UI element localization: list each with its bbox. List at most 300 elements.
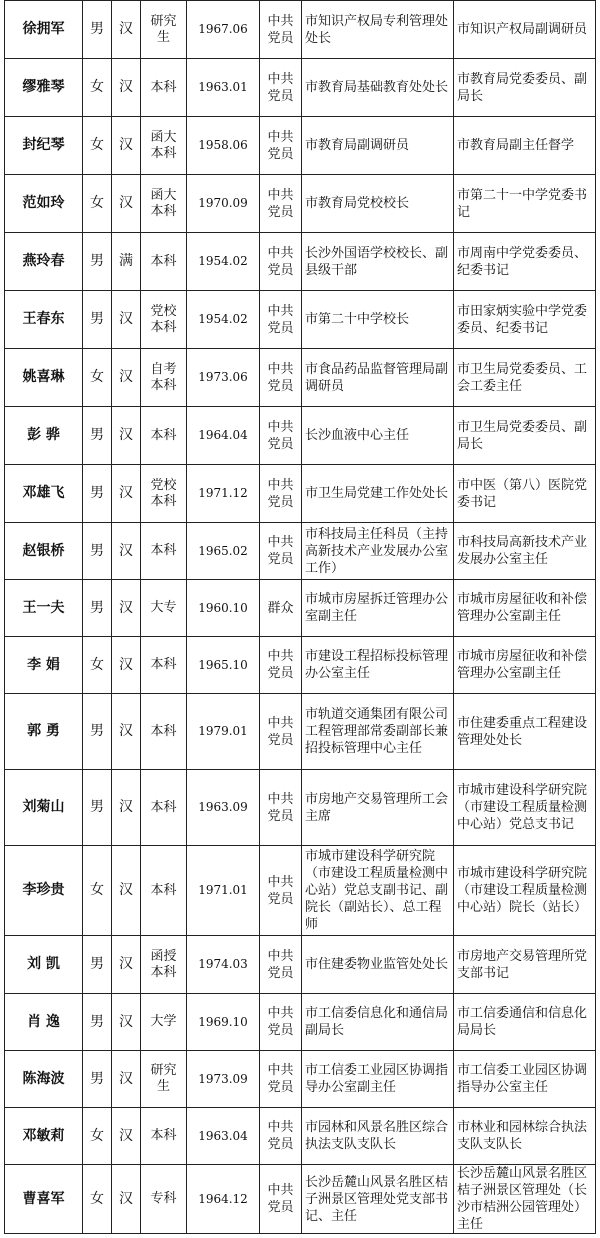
table-row <box>5 291 596 349</box>
party-affiliation-cell <box>260 580 302 637</box>
ethnicity-cell <box>112 523 141 580</box>
proposed-position-cell-text: 市工信委通信和信息化局局长 <box>457 1006 588 1038</box>
education-cell-text: 大学 <box>150 1014 177 1029</box>
person-name-text: 徐拥军 <box>22 21 65 37</box>
ethnicity-cell <box>112 770 141 846</box>
education-cell-text: 本科 <box>150 799 177 815</box>
education-cell-text: 本科 <box>150 543 177 558</box>
party-affiliation-cell-text: 中共 党员 <box>267 419 294 452</box>
education-cell <box>141 291 187 349</box>
sex-cell <box>83 1 112 59</box>
table-row <box>5 994 596 1051</box>
person-name-text: 陈海波 <box>22 1070 65 1087</box>
proposed-position-cell-text: 长沙岳麓山风景名胜区桔子洲景区管理处（长沙市桔洲公园管理处）主任 <box>457 1166 588 1232</box>
person-name <box>5 936 83 994</box>
sex-cell-text: 男 <box>90 1070 104 1087</box>
birth-date-cell-text: 1963.01 <box>198 80 248 94</box>
table-row <box>5 1 596 59</box>
person-name <box>5 291 83 349</box>
person-name <box>5 233 83 291</box>
current-position-cell <box>302 59 454 117</box>
proposed-position-cell-text: 市城市建设科学研究院（市建设工程质量检测中心站）党总支书记 <box>457 783 588 832</box>
birth-date-cell-text: 1964.12 <box>198 1191 248 1206</box>
proposed-position-cell <box>454 117 596 175</box>
education-cell-text: 专科 <box>150 1191 177 1206</box>
person-name <box>5 580 83 637</box>
sex-cell-text: 女 <box>90 195 104 211</box>
party-affiliation-cell-text: 群众 <box>267 600 294 616</box>
ethnicity-cell <box>112 117 141 175</box>
sex-cell <box>83 291 112 349</box>
sex-cell-text: 男 <box>90 485 104 501</box>
ethnicity-cell-text: 汉 <box>119 195 133 211</box>
education-cell-text: 本科 <box>150 253 177 269</box>
current-position-cell <box>302 117 454 175</box>
education-cell-text: 本科 <box>150 723 177 739</box>
person-name-text: 缪雅琴 <box>22 79 65 95</box>
proposed-position-cell-text: 市城市房屋征收和补偿管理办公室副主任 <box>457 592 588 624</box>
ethnicity-cell-text: 汉 <box>119 882 133 898</box>
party-affiliation-cell-text: 中共 党员 <box>267 535 294 567</box>
ethnicity-cell-text: 汉 <box>119 656 133 673</box>
current-position-cell <box>302 407 454 465</box>
birth-date-cell <box>187 770 260 846</box>
party-affiliation-cell <box>260 523 302 580</box>
education-cell-text: 自考 本科 <box>150 361 177 393</box>
table-row <box>5 349 596 407</box>
party-affiliation-cell-text: 中共 党员 <box>267 1006 294 1038</box>
education-cell <box>141 1 187 59</box>
proposed-position-cell-text: 市周南中学党委委员、纪委书记 <box>457 245 588 278</box>
current-position-cell <box>302 770 454 846</box>
person-name-text: 燕玲春 <box>22 253 65 269</box>
proposed-position-cell <box>454 846 596 936</box>
current-position-cell-text: 市知识产权局专利管理处处长 <box>305 13 449 46</box>
sex-cell-text: 女 <box>90 1190 104 1207</box>
current-position-cell-text: 市卫生局党建工作处处长 <box>305 486 449 501</box>
education-cell-text: 本科 <box>150 657 177 672</box>
party-affiliation-cell-text: 中共 党员 <box>267 874 294 907</box>
education-cell-text: 函授 本科 <box>150 948 177 980</box>
ethnicity-cell-text: 汉 <box>119 1070 133 1087</box>
birth-date-cell-text: 1967.06 <box>198 22 248 36</box>
current-position-cell <box>302 694 454 770</box>
table-row <box>5 117 596 175</box>
table-row <box>5 770 596 846</box>
proposed-position-cell <box>454 291 596 349</box>
ethnicity-cell <box>112 637 141 694</box>
party-affiliation-cell <box>260 59 302 117</box>
party-affiliation-cell-text: 中共 党员 <box>267 715 294 748</box>
table-row <box>5 1108 596 1165</box>
proposed-position-cell <box>454 1 596 59</box>
education-cell-text: 函大 本科 <box>150 187 177 219</box>
sex-cell-text: 男 <box>90 21 104 37</box>
education-cell-text: 党校 本科 <box>150 477 177 509</box>
education-cell-text: 函大 本科 <box>150 129 177 161</box>
proposed-position-cell-text: 市田家炳实验中学党委委员、纪委书记 <box>457 303 588 336</box>
birth-date-cell-text: 1973.06 <box>198 370 248 384</box>
person-name-text: 封纪琴 <box>22 137 65 153</box>
party-affiliation-cell <box>260 1 302 59</box>
education-cell-text: 本科 <box>150 79 177 95</box>
person-name-text: 姚喜琳 <box>22 369 65 385</box>
education-cell-text: 本科 <box>150 427 177 443</box>
ethnicity-cell <box>112 59 141 117</box>
birth-date-cell <box>187 523 260 580</box>
proposed-position-cell <box>454 694 596 770</box>
education-cell <box>141 936 187 994</box>
birth-date-cell <box>187 637 260 694</box>
education-cell <box>141 523 187 580</box>
person-name <box>5 637 83 694</box>
ethnicity-cell <box>112 465 141 523</box>
current-position-cell-text: 市工信委工业园区协调指导办公室副主任 <box>305 1063 449 1095</box>
person-name-text: 李珍贵 <box>22 882 65 898</box>
sex-cell <box>83 770 112 846</box>
sex-cell-text: 女 <box>90 1127 104 1144</box>
ethnicity-cell <box>112 1108 141 1165</box>
sex-cell <box>83 233 112 291</box>
proposed-position-cell <box>454 1051 596 1108</box>
proposed-position-cell <box>454 233 596 291</box>
current-position-cell <box>302 233 454 291</box>
person-name-text: 彭 骅 <box>27 427 60 443</box>
person-name <box>5 1051 83 1108</box>
ethnicity-cell-text: 满 <box>119 253 133 269</box>
ethnicity-cell-text: 汉 <box>119 599 133 616</box>
birth-date-cell-text: 1954.02 <box>198 312 248 326</box>
current-position-cell-text: 市建设工程招标投标管理办公室主任 <box>305 649 449 681</box>
sex-cell <box>83 407 112 465</box>
current-position-cell-text: 市轨道交通集团有限公司工程管理部常委副部长兼招投标管理中心主任 <box>305 707 449 756</box>
table-row <box>5 523 596 580</box>
current-position-cell <box>302 1051 454 1108</box>
proposed-position-cell <box>454 637 596 694</box>
person-name-text: 范如玲 <box>22 195 65 211</box>
person-name-text: 曹喜军 <box>22 1190 65 1207</box>
birth-date-cell <box>187 580 260 637</box>
current-position-cell-text: 长沙岳麓山风景名胜区桔子洲景区管理处党支部书记、主任 <box>305 1174 449 1224</box>
ethnicity-cell-text: 汉 <box>119 799 133 815</box>
sex-cell-text: 女 <box>90 656 104 673</box>
current-position-cell <box>302 1108 454 1165</box>
current-position-cell-text: 市住建委物业监管处处长 <box>305 957 449 972</box>
ethnicity-cell-text: 汉 <box>119 1013 133 1030</box>
ethnicity-cell <box>112 349 141 407</box>
sex-cell-text: 女 <box>90 79 104 95</box>
birth-date-cell-text: 1954.02 <box>198 254 248 268</box>
proposed-position-cell <box>454 580 596 637</box>
ethnicity-cell-text: 汉 <box>119 311 133 327</box>
party-affiliation-cell <box>260 1165 302 1234</box>
birth-date-cell-text: 1979.01 <box>198 724 248 738</box>
ethnicity-cell <box>112 994 141 1051</box>
sex-cell <box>83 349 112 407</box>
appointment-table <box>4 0 596 1234</box>
party-affiliation-cell <box>260 233 302 291</box>
proposed-position-cell-text: 市教育局副主任督学 <box>457 138 575 153</box>
proposed-position-cell <box>454 465 596 523</box>
education-cell-text: 本科 <box>150 882 177 898</box>
party-affiliation-cell-text: 中共 党员 <box>267 1183 294 1215</box>
person-name-text: 王春东 <box>22 311 65 327</box>
party-affiliation-cell-text: 中共 党员 <box>267 129 294 162</box>
proposed-position-cell <box>454 407 596 465</box>
table-row <box>5 233 596 291</box>
table-row <box>5 465 596 523</box>
person-name <box>5 694 83 770</box>
birth-date-cell <box>187 291 260 349</box>
sex-cell <box>83 1108 112 1165</box>
birth-date-cell <box>187 349 260 407</box>
person-name-text: 李 娟 <box>27 656 60 673</box>
current-position-cell-text: 市第二十中学校长 <box>305 312 410 327</box>
sex-cell-text: 女 <box>90 137 104 153</box>
table-row <box>5 59 596 117</box>
party-affiliation-cell-text: 中共 党员 <box>267 187 294 220</box>
birth-date-cell <box>187 1165 260 1234</box>
sex-cell-text: 男 <box>90 253 104 269</box>
party-affiliation-cell <box>260 349 302 407</box>
party-affiliation-cell <box>260 1051 302 1108</box>
education-cell <box>141 407 187 465</box>
party-affiliation-cell-text: 中共 党员 <box>267 477 294 510</box>
party-affiliation-cell-text: 中共 党员 <box>267 361 294 394</box>
birth-date-cell <box>187 407 260 465</box>
birth-date-cell <box>187 175 260 233</box>
birth-date-cell-text: 1969.10 <box>198 1014 248 1029</box>
ethnicity-cell <box>112 694 141 770</box>
table-row <box>5 1165 596 1234</box>
sex-cell <box>83 936 112 994</box>
current-position-cell <box>302 175 454 233</box>
party-affiliation-cell <box>260 770 302 846</box>
proposed-position-cell <box>454 523 596 580</box>
proposed-position-cell-text: 市城市房屋征收和补偿管理办公室副主任 <box>457 649 588 681</box>
education-cell <box>141 1108 187 1165</box>
sex-cell-text: 男 <box>90 1013 104 1030</box>
table-row <box>5 1051 596 1108</box>
current-position-cell <box>302 936 454 994</box>
sex-cell <box>83 694 112 770</box>
party-affiliation-cell <box>260 117 302 175</box>
party-affiliation-cell <box>260 936 302 994</box>
sex-cell-text: 女 <box>90 369 104 385</box>
current-position-cell <box>302 637 454 694</box>
sex-cell <box>83 637 112 694</box>
party-affiliation-cell <box>260 637 302 694</box>
party-affiliation-cell-text: 中共 党员 <box>267 245 294 278</box>
current-position-cell-text: 市教育局基础教育处处长 <box>305 80 449 95</box>
education-cell <box>141 233 187 291</box>
birth-date-cell-text: 1958.06 <box>198 138 248 152</box>
proposed-position-cell-text: 市卫生局党委委员、副局长 <box>457 419 588 452</box>
party-affiliation-cell-text: 中共 党员 <box>267 13 294 46</box>
education-cell <box>141 1051 187 1108</box>
ethnicity-cell <box>112 407 141 465</box>
proposed-position-cell-text: 市住建委重点工程建设管理处处长 <box>457 715 588 748</box>
person-name <box>5 770 83 846</box>
party-affiliation-cell <box>260 175 302 233</box>
current-position-cell-text: 长沙外国语学校校长、副县级干部 <box>305 245 449 278</box>
proposed-position-cell <box>454 59 596 117</box>
education-cell <box>141 465 187 523</box>
ethnicity-cell-text: 汉 <box>119 1127 133 1144</box>
proposed-position-cell-text: 市工信委工业园区协调指导办公室主任 <box>457 1063 588 1095</box>
ethnicity-cell <box>112 233 141 291</box>
person-name <box>5 175 83 233</box>
sex-cell <box>83 994 112 1051</box>
party-affiliation-cell <box>260 407 302 465</box>
current-position-cell <box>302 1165 454 1234</box>
sex-cell <box>83 846 112 936</box>
current-position-cell-text: 市园林和风景名胜区综合执法支队支队长 <box>305 1120 449 1152</box>
table-row <box>5 846 596 936</box>
birth-date-cell-text: 1971.01 <box>198 883 248 897</box>
party-affiliation-cell-text: 中共 党员 <box>267 649 294 681</box>
birth-date-cell <box>187 1 260 59</box>
birth-date-cell-text: 1965.02 <box>198 543 248 558</box>
sex-cell-text: 男 <box>90 799 104 815</box>
party-affiliation-cell <box>260 1108 302 1165</box>
ethnicity-cell-text: 汉 <box>119 485 133 501</box>
education-cell <box>141 175 187 233</box>
education-cell <box>141 580 187 637</box>
birth-date-cell <box>187 233 260 291</box>
proposed-position-cell <box>454 936 596 994</box>
party-affiliation-cell <box>260 846 302 936</box>
current-position-cell-text: 市城市房屋拆迁管理办公室副主任 <box>305 592 449 624</box>
party-affiliation-cell <box>260 994 302 1051</box>
current-position-cell-text: 市科技局主任科员（主持高新技术产业发展办公室工作） <box>305 526 449 576</box>
ethnicity-cell-text: 汉 <box>119 542 133 559</box>
education-cell-text: 研究 生 <box>150 1063 177 1094</box>
person-name <box>5 846 83 936</box>
ethnicity-cell-text: 汉 <box>119 723 133 739</box>
proposed-position-cell-text: 市科技局高新技术产业发展办公室主任 <box>457 535 588 567</box>
current-position-cell <box>302 349 454 407</box>
current-position-cell <box>302 291 454 349</box>
ethnicity-cell-text: 汉 <box>119 369 133 385</box>
party-affiliation-cell-text: 中共 党员 <box>267 303 294 336</box>
current-position-cell-text: 长沙血液中心主任 <box>305 428 410 443</box>
current-position-cell <box>302 994 454 1051</box>
person-name-text: 刘菊山 <box>22 799 65 815</box>
current-position-cell-text: 市教育局党校校长 <box>305 196 410 211</box>
proposed-position-cell-text: 市房地产交易管理所党支部书记 <box>457 948 588 981</box>
person-name-text: 郭 勇 <box>27 723 60 739</box>
proposed-position-cell <box>454 175 596 233</box>
birth-date-cell-text: 1963.04 <box>198 1128 248 1143</box>
birth-date-cell-text: 1973.09 <box>198 1071 248 1086</box>
ethnicity-cell-text: 汉 <box>119 427 133 443</box>
birth-date-cell-text: 1971.12 <box>198 486 248 500</box>
education-cell-text: 本科 <box>150 1128 177 1143</box>
proposed-position-cell <box>454 994 596 1051</box>
ethnicity-cell <box>112 936 141 994</box>
ethnicity-cell-text: 汉 <box>119 79 133 95</box>
education-cell-text: 研究 生 <box>150 13 177 45</box>
person-name-text: 刘 凯 <box>27 956 60 972</box>
birth-date-cell <box>187 465 260 523</box>
proposed-position-cell-text: 市中医（第八）医院党委书记 <box>457 477 588 510</box>
sex-cell-text: 女 <box>90 882 104 898</box>
ethnicity-cell <box>112 291 141 349</box>
education-cell <box>141 1165 187 1234</box>
current-position-cell-text: 市教育局副调研员 <box>305 138 410 153</box>
person-name <box>5 407 83 465</box>
sex-cell <box>83 580 112 637</box>
sex-cell-text: 男 <box>90 427 104 443</box>
birth-date-cell-text: 1970.09 <box>198 196 248 210</box>
sex-cell-text: 男 <box>90 956 104 972</box>
proposed-position-cell-text: 市第二十一中学党委书记 <box>457 187 588 220</box>
person-name <box>5 59 83 117</box>
education-cell-text: 大专 <box>150 600 177 615</box>
education-cell-text: 党校 本科 <box>150 303 177 335</box>
person-name <box>5 117 83 175</box>
education-cell <box>141 846 187 936</box>
person-name-text: 肖 逸 <box>27 1013 60 1030</box>
party-affiliation-cell <box>260 291 302 349</box>
party-affiliation-cell-text: 中共 党员 <box>267 948 294 981</box>
party-affiliation-cell <box>260 465 302 523</box>
current-position-cell-text: 市工信委信息化和通信局副局长 <box>305 1006 449 1038</box>
proposed-position-cell <box>454 1165 596 1234</box>
birth-date-cell-text: 1965.10 <box>198 657 248 672</box>
birth-date-cell <box>187 846 260 936</box>
sex-cell-text: 男 <box>90 311 104 327</box>
ethnicity-cell <box>112 580 141 637</box>
proposed-position-cell-text: 市教育局党委委员、副局长 <box>457 71 588 104</box>
proposed-position-cell-text: 市卫生局党委委员、工会工委主任 <box>457 361 588 394</box>
person-name <box>5 349 83 407</box>
proposed-position-cell-text: 市林业和园林综合执法支队支队长 <box>457 1120 588 1152</box>
table-row <box>5 407 596 465</box>
person-name <box>5 1 83 59</box>
sex-cell <box>83 1165 112 1234</box>
sex-cell <box>83 465 112 523</box>
person-name-text: 邓雄飞 <box>22 485 65 501</box>
birth-date-cell <box>187 1051 260 1108</box>
current-position-cell <box>302 523 454 580</box>
ethnicity-cell <box>112 846 141 936</box>
birth-date-cell <box>187 59 260 117</box>
person-name <box>5 1165 83 1234</box>
table-row <box>5 580 596 637</box>
sex-cell <box>83 175 112 233</box>
person-name <box>5 1108 83 1165</box>
person-name <box>5 523 83 580</box>
proposed-position-cell-text: 市知识产权局副调研员 <box>457 22 588 37</box>
birth-date-cell <box>187 117 260 175</box>
party-affiliation-cell-text: 中共 党员 <box>267 1120 294 1152</box>
birth-date-cell <box>187 694 260 770</box>
ethnicity-cell <box>112 1051 141 1108</box>
education-cell <box>141 994 187 1051</box>
current-position-cell <box>302 465 454 523</box>
person-name-text: 邓敏莉 <box>22 1127 65 1144</box>
birth-date-cell-text: 1960.10 <box>198 600 248 615</box>
education-cell <box>141 349 187 407</box>
table-row <box>5 175 596 233</box>
birth-date-cell <box>187 994 260 1051</box>
party-affiliation-cell-text: 中共 党员 <box>267 1063 294 1095</box>
ethnicity-cell-text: 汉 <box>119 956 133 972</box>
person-name <box>5 994 83 1051</box>
proposed-position-cell <box>454 1108 596 1165</box>
